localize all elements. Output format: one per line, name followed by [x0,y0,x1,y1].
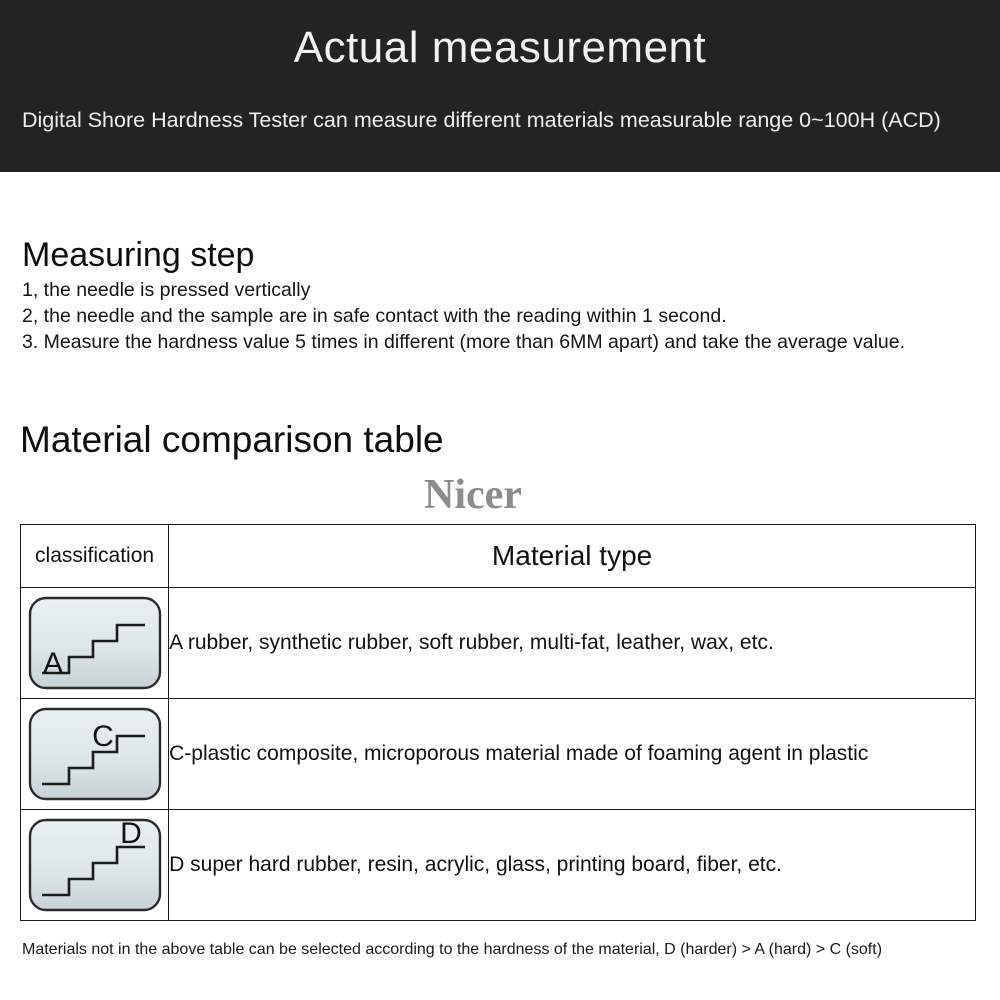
material-comparison-heading: Material comparison table [20,419,444,460]
measuring-step-heading: Measuring step [22,236,255,274]
table-row [21,588,976,699]
material-comparison-table [20,524,976,921]
classification-cell-d [21,810,169,921]
material-type-cell-d: D super hard rubber, resin, acrylic, glass, printing board, fiber, etc. [169,810,976,921]
column-header-material-type: Material type [169,525,976,588]
measuring-step-3: 3. Measure the hardness value 5 times in different (more than 6MM apart) and take the average value. [22,330,906,353]
page-title: Actual measurement [293,23,707,72]
measuring-step-2: 2, the needle and the sample are in safe contact with the reading within 1 second. [22,305,727,327]
hardness-letter-a: A [42,647,63,680]
table-row [21,810,976,921]
classification-cell-c [21,699,169,810]
material-type-cell-a: A rubber, synthetic rubber, soft rubber, multi-fat, leather, wax, etc. [169,588,976,699]
hardness-scale-a-icon [27,595,163,691]
brand-watermark: Nicer [424,472,522,518]
table-row [21,699,976,810]
table-header-row [21,525,976,588]
hardness-scale-d-icon [27,817,163,913]
material-type-cell-c: C-plastic composite, microporous material made of foaming agent in plastic [169,699,976,810]
measuring-step-section [22,236,982,356]
column-header-classification: classification [21,525,169,588]
classification-cell-a [21,588,169,699]
hardness-letter-d: D [119,817,142,850]
hardness-scale-c-icon [27,706,163,802]
measuring-step-1: 1, the needle is pressed vertically [22,279,311,302]
table-footer-note: Materials not in the above table can be selected according to the hardness of the material, D (harder) > A (hard) > C (soft) [22,941,883,958]
header-subtitle: Digital Shore Hardness Tester can measure different materials measurable range 0~100H (ACD) [22,108,941,132]
header-band [0,0,1000,172]
hardness-letter-c: C [91,720,114,753]
